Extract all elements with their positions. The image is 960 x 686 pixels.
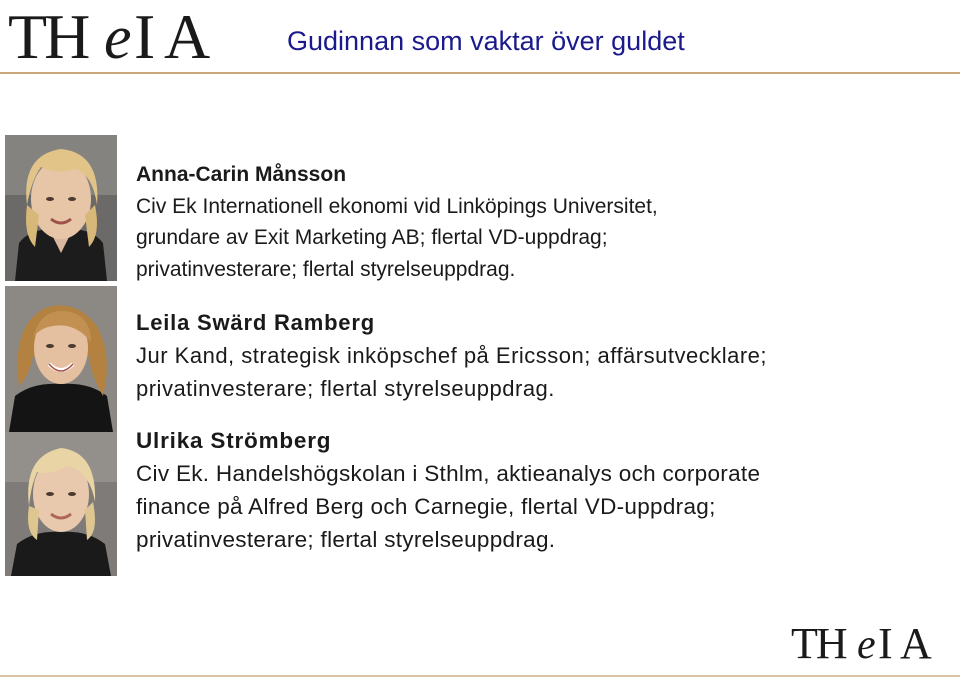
- svg-text:A: A: [164, 2, 211, 68]
- bio-line: privatinvesterare; flertal styrelseuppdrag.: [136, 257, 516, 281]
- person-name: Ulrika Strömberg: [136, 428, 332, 453]
- bio-line: Jur Kand, strategisk inköpschef på Ericsson; affärsutvecklare;: [136, 343, 767, 368]
- person-name: Anna-Carin Månsson: [136, 163, 347, 186]
- bio-line: Civ Ek Internationell ekonomi vid Linköpings Universitet,: [136, 194, 658, 218]
- person-name: Leila Swärd Ramberg: [136, 310, 375, 335]
- bio-line: finance på Alfred Berg och Carnegie, flertal VD-uppdrag;: [136, 494, 716, 519]
- page-title: Gudinnan som vaktar över guldet: [287, 26, 685, 56]
- person-bio-3: [136, 424, 760, 556]
- svg-text:TH: TH: [791, 620, 846, 664]
- bio-line: grundare av Exit Marketing AB; flertal VD-uppdrag;: [136, 226, 608, 249]
- portrait-photo-2: [5, 286, 117, 432]
- person-bio-1: [136, 159, 658, 285]
- bio-line: privatinvesterare; flertal styrelseuppdrag.: [136, 527, 556, 552]
- portrait-photo-1: [5, 135, 117, 281]
- portrait-photo-3: [5, 432, 117, 576]
- svg-text:e: e: [857, 622, 876, 664]
- person-bio-2: [136, 306, 767, 405]
- theia-logo-bottom: [790, 620, 952, 664]
- theia-logo-top: [6, 2, 238, 68]
- svg-text:A: A: [900, 620, 932, 664]
- footer-divider: [0, 675, 960, 677]
- bio-line: privatinvesterare; flertal styrelseuppdrag.: [136, 376, 555, 401]
- svg-text:e: e: [104, 4, 132, 68]
- header-divider: [0, 72, 960, 74]
- bio-line: Civ Ek. Handelshögskolan i Sthlm, aktieanalys och corporate: [136, 461, 761, 486]
- svg-text:I: I: [878, 620, 893, 664]
- svg-text:TH: TH: [8, 2, 88, 68]
- svg-text:I: I: [134, 2, 156, 68]
